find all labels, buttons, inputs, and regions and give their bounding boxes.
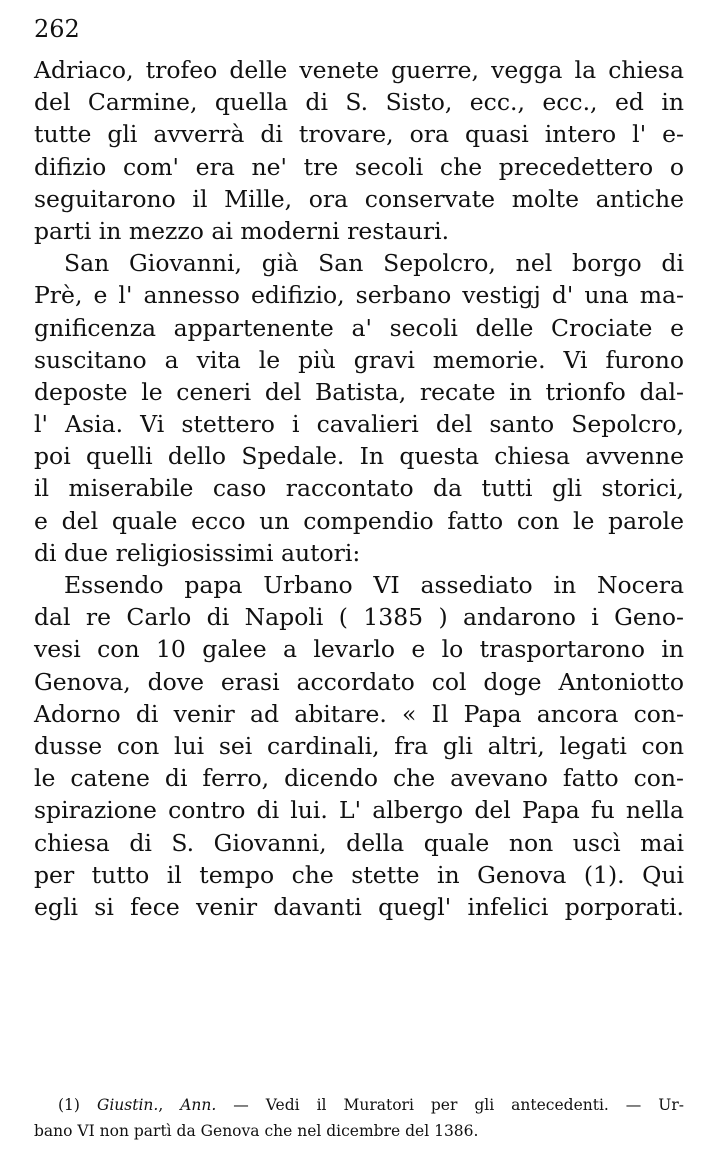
text-line: seguitarono il Mille, ora conservate molte antiche xyxy=(34,184,684,213)
text-line: del Carmine, quella di S. Sisto, ecc., ecc., ed in xyxy=(34,88,684,117)
footnote xyxy=(34,1092,684,1144)
text-line: il miserabile caso raccontato da tutti gli storici, xyxy=(34,474,684,503)
text-line: Adorno di venir ad abitare. « Il Papa ancora con- xyxy=(34,699,684,728)
text-line: spirazione contro di lui. L' albergo del Papa fu nella xyxy=(34,796,684,825)
text-line: difizio com' era ne' tre secoli che precedettero o xyxy=(34,152,684,181)
text-line: Genova, dove erasi accordato col doge Antoniotto xyxy=(34,667,684,696)
page-number: 262 xyxy=(34,15,80,43)
text-line: per tutto il tempo che stette in Genova (1). Qui xyxy=(34,860,684,889)
text-line: tutte gli avverrà di trovare, ora quasi intero l' e- xyxy=(34,120,684,149)
text-line: gnificenza appartenente a' secoli delle Crociate e xyxy=(34,313,684,342)
text-line: Essendo papa Urbano VI assediato in Nocera xyxy=(64,571,684,599)
text-line: San Giovanni, già San Sepolcro, nel borgo di xyxy=(64,249,684,278)
text-line: vesi con 10 galee a levarlo e lo trasportarono in xyxy=(34,635,684,664)
text-line: parti in mezzo ai moderni restauri. xyxy=(34,216,450,245)
footnote-source: Ann. xyxy=(180,1096,217,1114)
text-line: dal re Carlo di Napoli ( 1385 ) andarono i Geno- xyxy=(34,603,684,632)
footnote-separator: , xyxy=(158,1096,181,1114)
footnote-source: Giustin. xyxy=(96,1096,159,1114)
text-line: di due religiosissimi autori: xyxy=(34,538,361,567)
text-line: dusse con lui sei cardinali, fra gli altri, legati con xyxy=(34,731,684,760)
text-line: chiesa di S. Giovanni, della quale non uscì mai xyxy=(34,828,684,857)
text-line: suscitano a vita le più gravi memorie. Vi furono xyxy=(34,345,684,374)
body-text xyxy=(34,54,684,923)
text-line: Adriaco, trofeo delle venete guerre, vegga la chiesa xyxy=(34,56,684,84)
text-line: Prè, e l' annesso edifizio, serbano vestigj d' una ma- xyxy=(34,281,684,310)
text-line: deposte le ceneri del Batista, recate in trionfo dal- xyxy=(34,377,684,406)
footnote-text: — Vedi il Muratori per gli antecedenti. — Ur- xyxy=(216,1096,684,1114)
text-line: egli si fece venir davanti quegl' infelici porporati. xyxy=(34,892,684,921)
footnote-marker: (1) xyxy=(58,1096,80,1114)
text-line: l' Asia. Vi stettero i cavalieri del santo Sepolcro, xyxy=(34,410,684,439)
footnote-line: bano VI non partì da Genova che nel dicembre del 1386. xyxy=(34,1122,479,1140)
text-line: poi quelli dello Spedale. In questa chiesa avvenne xyxy=(34,442,684,471)
text-line: le catene di ferro, dicendo che avevano fatto con- xyxy=(34,764,684,793)
text-line: e del quale ecco un compendio fatto con le parole xyxy=(34,506,684,535)
footnote-line xyxy=(34,1092,684,1118)
